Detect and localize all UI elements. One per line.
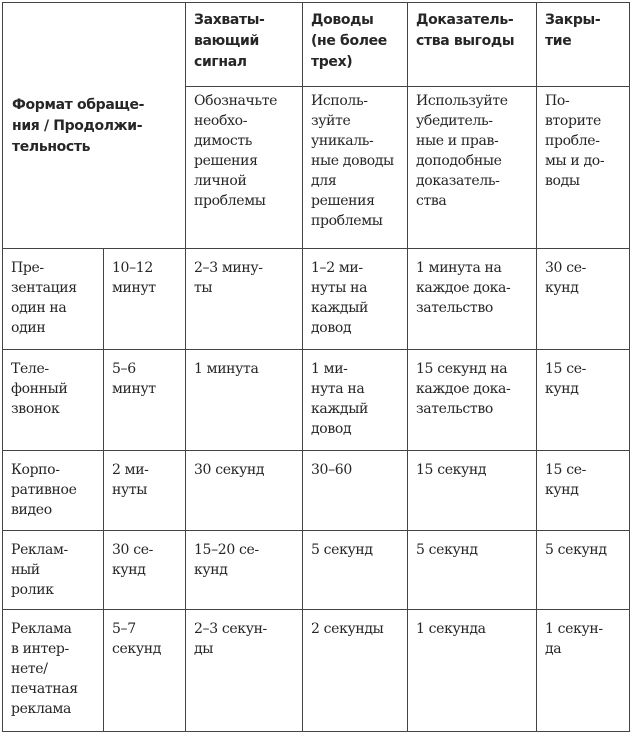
duration-cell: 5–7 секунд bbox=[104, 610, 186, 732]
attention-cell: 30 секунд bbox=[186, 451, 303, 531]
duration-cell: 30 се- кунд bbox=[104, 531, 186, 610]
closing-cell: 1 секун- да bbox=[537, 610, 630, 732]
arguments-cell: 1 ми- нута на каждый довод bbox=[303, 350, 408, 451]
arguments-cell: 1–2 ми- нуты на каждый довод bbox=[303, 249, 408, 350]
evidence-cell: 5 секунд bbox=[408, 531, 537, 610]
closing-cell: 30 се- кунд bbox=[537, 249, 630, 350]
closing-cell: 5 секунд bbox=[537, 531, 630, 610]
format-cell: Теле- фонный звонок bbox=[3, 350, 104, 451]
table-row bbox=[3, 350, 630, 451]
row-label-header bbox=[3, 3, 186, 249]
arguments-cell: 2 секунды bbox=[303, 610, 408, 732]
presentation-format-table bbox=[2, 2, 630, 732]
row-label-line: Формат обраще- bbox=[12, 97, 145, 113]
evidence-cell: 15 секунд на каждое дока- зательство bbox=[408, 350, 537, 451]
arguments-cell: 5 секунд bbox=[303, 531, 408, 610]
column-desc-arguments: Исполь- зуйте уникаль- ные доводы для решения проблемы bbox=[303, 87, 408, 249]
closing-cell: 15 се- кунд bbox=[537, 350, 630, 451]
duration-cell: 10–12 минут bbox=[104, 249, 186, 350]
column-desc-closing: По- вторите пробле- мы и до- воды bbox=[537, 87, 630, 249]
column-header-attention: Захваты- вающий сигнал bbox=[186, 3, 303, 87]
column-header-evidence: Доказатель- ства выгоды bbox=[408, 3, 537, 87]
attention-cell: 1 минута bbox=[186, 350, 303, 451]
format-cell: Пре- зентация один на один bbox=[3, 249, 104, 350]
evidence-cell: 1 секунда bbox=[408, 610, 537, 732]
arguments-cell: 30–60 bbox=[303, 451, 408, 531]
format-cell: Реклама в интер- нете/ печатная реклама bbox=[3, 610, 104, 732]
column-desc-evidence: Используйте убедитель- ные и прав- доподобные доказатель- ства bbox=[408, 87, 537, 249]
table-header-row bbox=[3, 3, 630, 87]
evidence-cell: 15 секунд bbox=[408, 451, 537, 531]
evidence-cell: 1 минута на каждое дока- зательство bbox=[408, 249, 537, 350]
row-label-line: тельность bbox=[12, 139, 91, 155]
column-header-arguments: Доводы (не более трех) bbox=[303, 3, 408, 87]
row-label-line: ния / Продолжи- bbox=[12, 118, 143, 134]
duration-cell: 2 ми- нуты bbox=[104, 451, 186, 531]
column-header-closing: Закры- тие bbox=[537, 3, 630, 87]
column-desc-attention: Обозначьте необхо- димость решения личной проблемы bbox=[186, 87, 303, 249]
attention-cell: 2–3 секун- ды bbox=[186, 610, 303, 732]
format-cell: Реклам- ный ролик bbox=[3, 531, 104, 610]
duration-cell: 5–6 минут bbox=[104, 350, 186, 451]
format-cell: Корпо- ративное видео bbox=[3, 451, 104, 531]
table-row bbox=[3, 531, 630, 610]
attention-cell: 2–3 мину- ты bbox=[186, 249, 303, 350]
table-row bbox=[3, 451, 630, 531]
closing-cell: 15 се- кунд bbox=[537, 451, 630, 531]
table-row bbox=[3, 610, 630, 732]
attention-cell: 15–20 се- кунд bbox=[186, 531, 303, 610]
table-row bbox=[3, 249, 630, 350]
